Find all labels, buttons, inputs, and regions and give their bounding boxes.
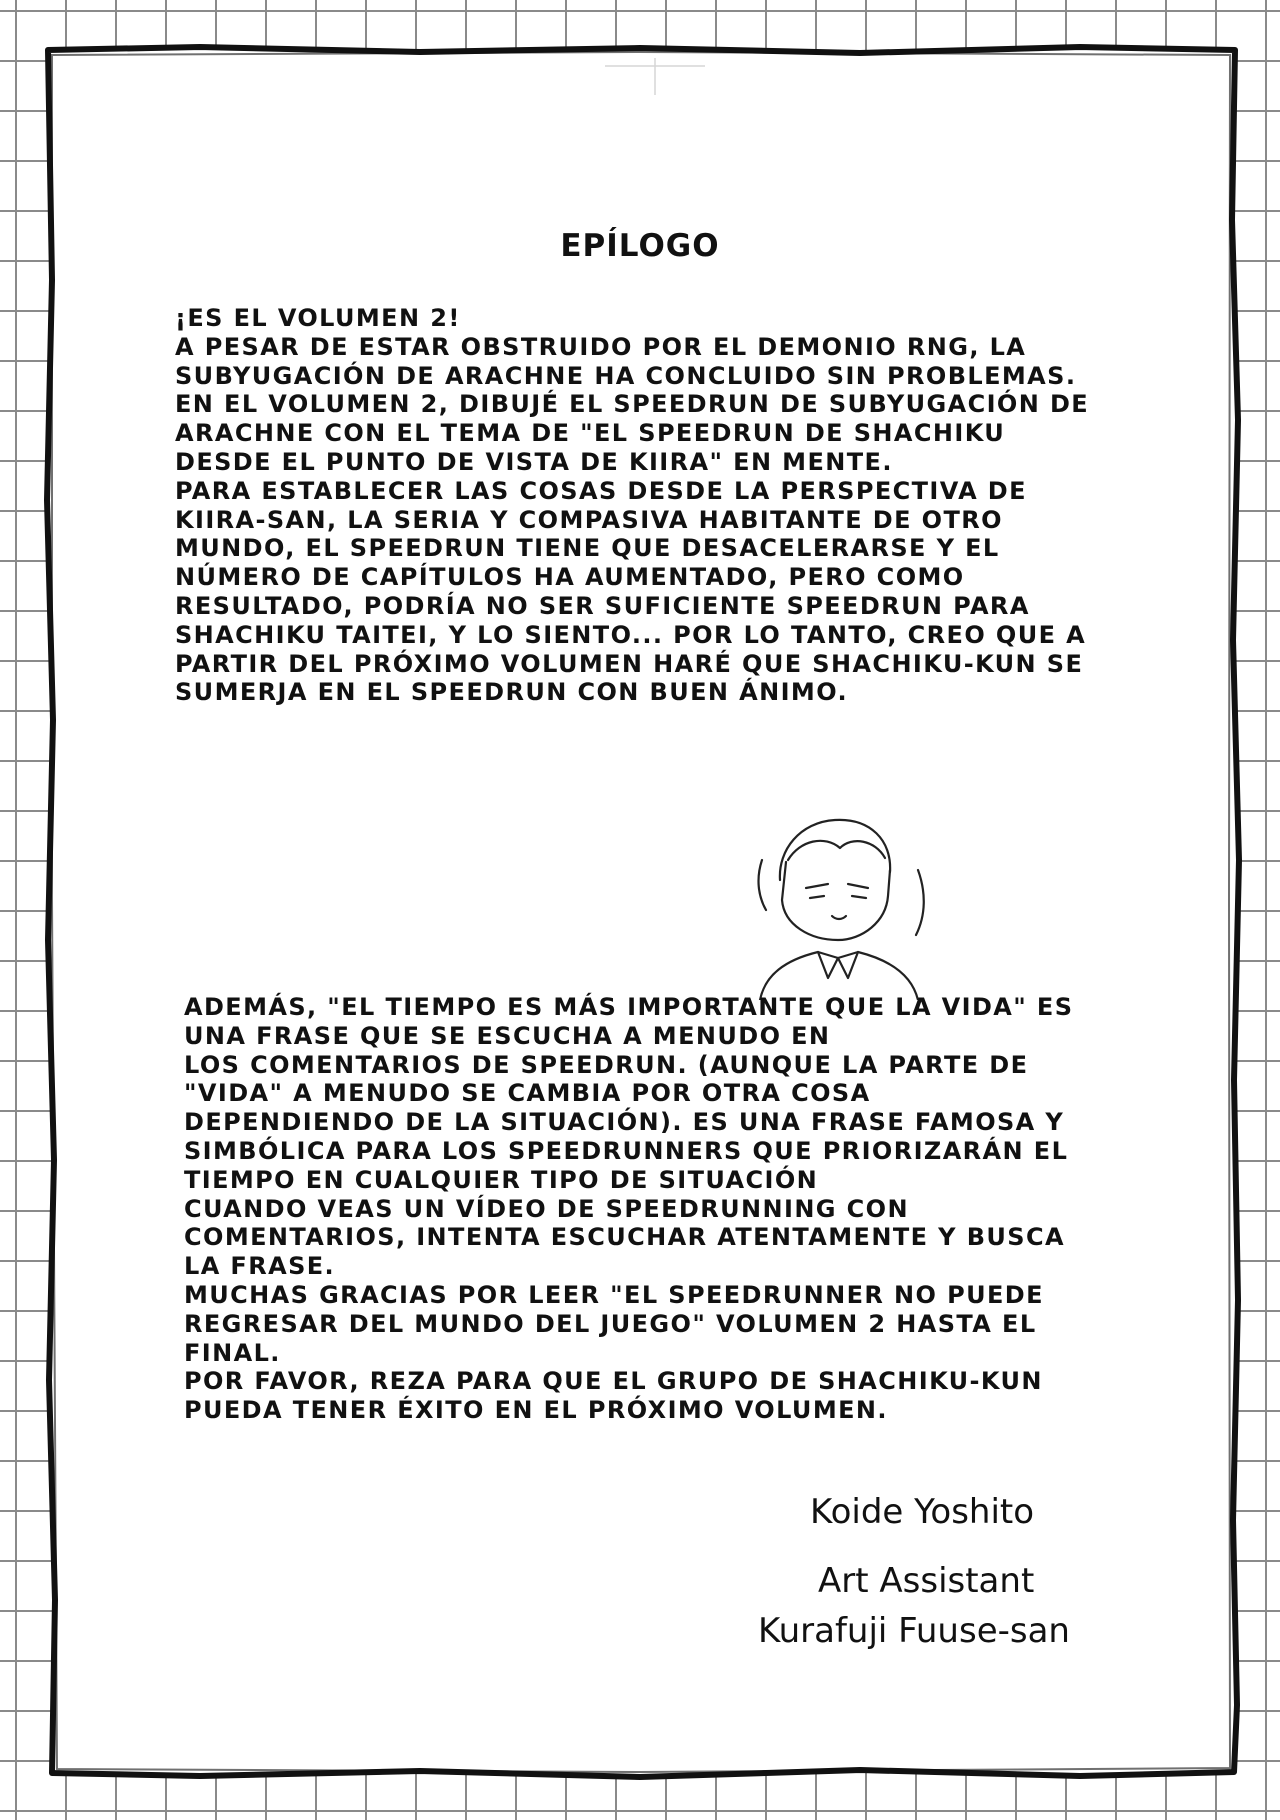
author-name: Koide Yoshito	[810, 1492, 1035, 1532]
epilogue-paragraph-2: ADEMÁS, "EL TIEMPO ES MÁS IMPORTANTE QUE LA VIDA" ES UNA FRASE QUE SE ESCUCHA A MENUDO EN LOS COMENTARIOS DE SPEEDRUN. (AUNQUE LA PARTE DE "VIDA" A MENUDO SE CAMBIA POR OTRA COSA DEPENDIENDO DE LA SITUACIÓN). ES UNA FRASE FAMOSA Y SIMBÓLICA PARA LOS SPEEDRUNNERS QUE PRIORIZARÁN EL TIEMPO EN CUALQUIER TIPO DE SITUACIÓN CUANDO VEAS UN VÍDEO DE SPEEDRUNNING CON COMENTARIOS, INTENTA ESCUCHAR ATENTAMENTE Y BUSCA LA FRASE. MUCHAS GRACIAS POR LEER "EL SPEEDRUNNER NO PUEDE REGRESAR DEL MUNDO DEL JUEGO" VOLUMEN 2 HASTA EL FINAL. POR FAVOR, REZA PARA QUE EL GRUPO DE SHACHIKU-KUN PUEDA TENER ÉXITO EN EL PRÓXIMO VOLUMEN.	[184, 993, 1074, 1425]
epilogue-title: EPÍLOGO	[560, 228, 720, 264]
character-sketch	[740, 800, 990, 1000]
epilogue-paragraph-1: ¡ES EL VOLUMEN 2! A PESAR DE ESTAR OBSTRUIDO POR EL DEMONIO RNG, LA SUBYUGACIÓN DE ARACHNE HA CONCLUIDO SIN PROBLEMAS. EN EL VOLUMEN 2, DIBUJÉ EL SPEEDRUN DE SUBYUGACIÓN DE ARACHNE CON EL TEMA DE "EL SPEEDRUN DE SHACHIKU DESDE EL PUNTO DE VISTA DE KIIRA" EN MENTE. PARA ESTABLECER LAS COSAS DESDE LA PERSPECTIVA DE KIIRA-SAN, LA SERIA Y COMPASIVA HABITANTE DE OTRO MUNDO, EL SPEEDRUN TIENE QUE DESACELERARSE Y EL NÚMERO DE CAPÍTULOS HA AUMENTADO, PERO COMO RESULTADO, PODRÍA NO SER SUFICIENTE SPEEDRUN PARA SHACHIKU TAITEI, Y LO SIENTO... POR LO TANTO, CREO QUE A PARTIR DEL PRÓXIMO VOLUMEN HARÉ QUE SHACHIKU-KUN SE SUMERJA EN EL SPEEDRUN CON BUEN ÁNIMO.	[175, 304, 1090, 707]
assistant-name: Kurafuji Fuuse-san	[758, 1611, 1070, 1651]
assistant-role: Art Assistant	[818, 1561, 1035, 1601]
